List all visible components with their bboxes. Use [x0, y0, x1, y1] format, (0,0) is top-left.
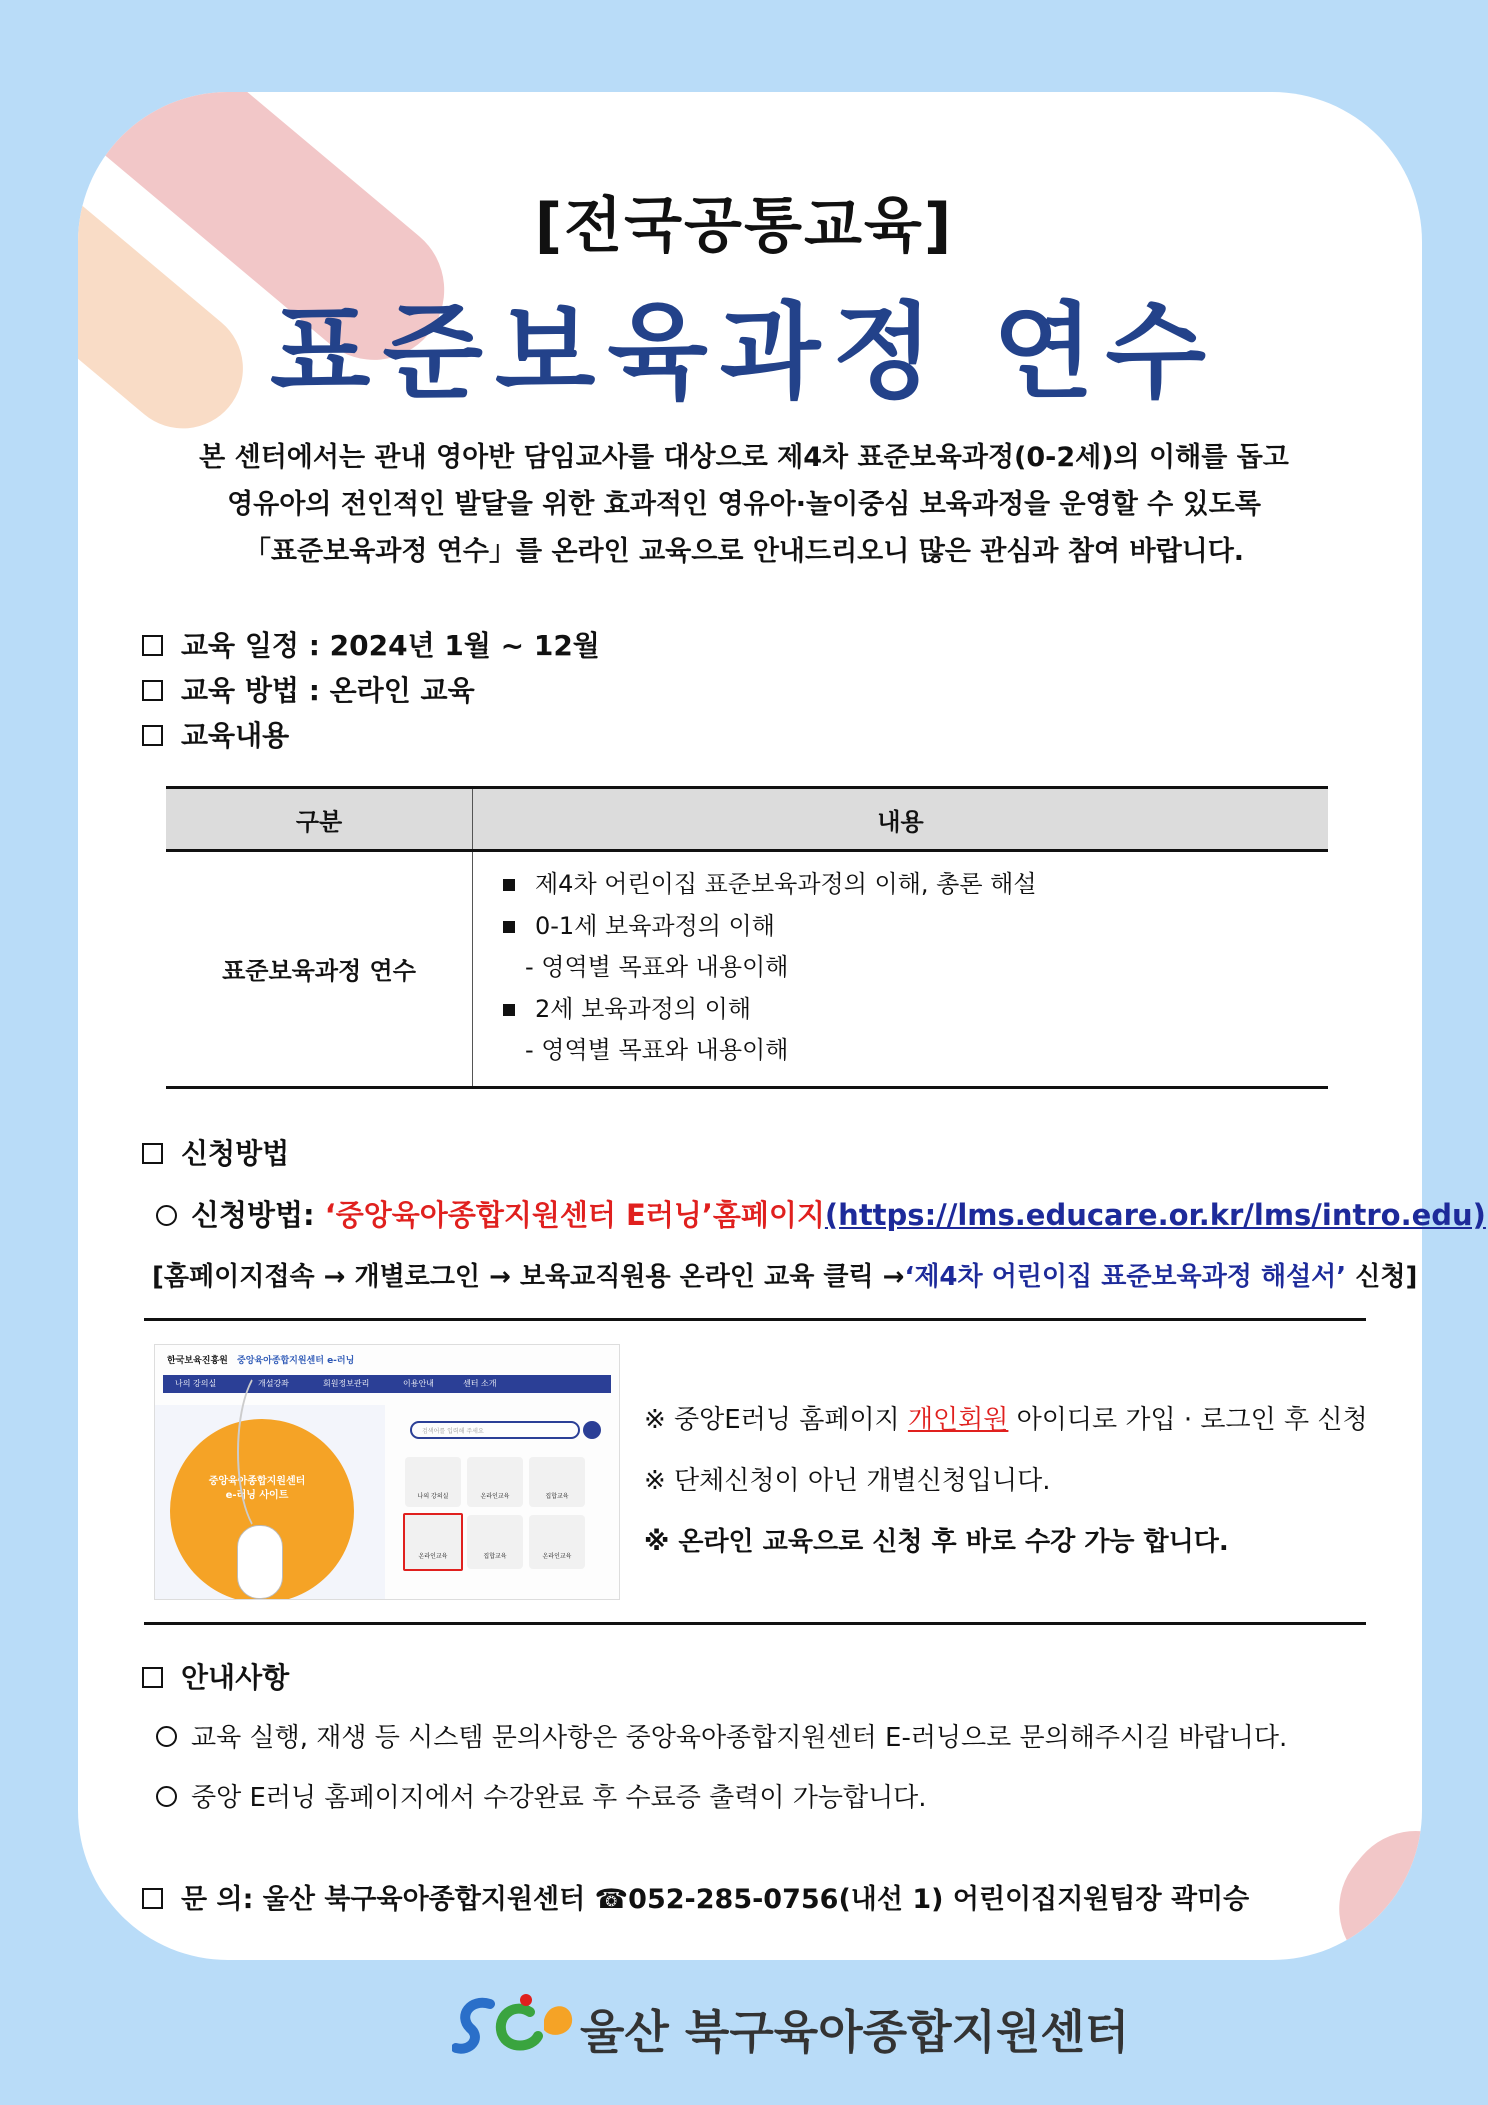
checkbox-icon [142, 725, 163, 746]
notes [644, 1390, 1368, 1573]
contact-line: 문 의: 울산 북구육아종합지원센터 ☎052-285-0756(내선 1) 어린이집지원팀장 곽미승 [142, 1877, 1249, 1916]
checkbox-icon [142, 680, 163, 701]
org-logo-icon [452, 1990, 582, 2060]
table-header-row [166, 788, 1328, 851]
nav-bar [163, 1375, 611, 1393]
tagline: [전국공통교육] [534, 191, 954, 261]
bullet-icon [503, 921, 515, 933]
guide-heading: 안내사항 [142, 1656, 289, 1696]
search-icon[interactable] [583, 1421, 601, 1439]
divider [144, 1318, 1366, 1321]
tile-highlighted[interactable]: 온라인교육 [403, 1513, 463, 1571]
bullet-icon [503, 879, 515, 891]
note-item: ※ 온라인 교육으로 신청 후 바로 수강 가능 합니다. [644, 1527, 1229, 1557]
nav-item[interactable]: 회원정보관리 [323, 1379, 370, 1388]
circle-bullet-icon [156, 1205, 177, 1226]
footer-logo [452, 1990, 1130, 2064]
site-url-link[interactable]: (https://lms.educare.or.kr/lms/intro.edu) [824, 1198, 1486, 1232]
education-table [166, 786, 1328, 1089]
apply-steps: [홈페이지접속 → 개별로그인 → 보육교직원용 온라인 교육 클릭 →‘제4차 어린이집 표준보육과정 해설서’ 신청] [152, 1262, 1418, 1292]
checkbox-icon [142, 1667, 163, 1688]
note-highlight: 개인회원 [907, 1405, 1009, 1435]
nav-item[interactable]: 센터 소개 [463, 1379, 497, 1388]
method-line: 교육 방법 : 온라인 교육 [142, 669, 475, 709]
search-input[interactable]: 검색어를 입력해 주세요 [410, 1421, 580, 1439]
intro-paragraph [150, 434, 1338, 575]
apply-method: 신청방법: ‘중앙육아종합지원센터 E러닝’홈페이지(https://lms.educare.or.kr/lms/intro.edu) [156, 1193, 1486, 1234]
intro-line: 영유아의 전인적인 발달을 위한 효과적인 영유아·놀이중심 보육과정을 운영할 수 있도록 [227, 489, 1261, 520]
apply-heading: 신청방법 [142, 1132, 289, 1172]
footer-org-name: 울산 북구육아종합지원센터 [580, 2005, 1130, 2059]
intro-line: 「표준보육과정 연수」를 온라인 교육으로 안내드리오니 많은 관심과 참여 바랍니다. [243, 536, 1245, 567]
table-row [166, 851, 1328, 1088]
note-item: ※ 단체신청이 아닌 개별신청입니다. [644, 1466, 1051, 1496]
table-header: 내용 [473, 788, 1329, 851]
tile[interactable]: 집합교육 [529, 1457, 585, 1507]
nav-item[interactable]: 나의 강의실 [175, 1379, 217, 1388]
table-cell-label: 표준보육과정 연수 [166, 851, 473, 1088]
steps-highlight: ‘제4차 어린이집 표준보육과정 해설서’ [904, 1262, 1347, 1292]
tile[interactable]: 온라인교육 [467, 1457, 523, 1507]
schedule-line: 교육 일정 : 2024년 1월 ~ 12월 [142, 624, 600, 664]
guide-item: 교육 실행, 재생 등 시스템 문의사항은 중앙육아종합지원센터 E-러닝으로 문의해주시길 바랍니다. [156, 1717, 1287, 1754]
circle-bullet-icon [156, 1786, 177, 1807]
page-title: 표준보육과정 연수 [270, 291, 1218, 413]
intro-line: 본 센터에서는 관내 영아반 담임교사를 대상으로 제4차 표준보육과정(0-2세)의 이해를 돕고 [199, 442, 1289, 473]
checkbox-icon [142, 1143, 163, 1164]
tile[interactable]: 온라인교육 [529, 1515, 585, 1569]
nav-item[interactable]: 이용안내 [403, 1379, 434, 1388]
mouse-cable [237, 1365, 301, 1539]
org-name: 한국보육진흥원 [167, 1356, 228, 1366]
nav-item[interactable]: 개설강좌 [258, 1379, 289, 1388]
content-heading: 교육내용 [142, 714, 289, 754]
list-subitem: - 영역별 목표와 내용이해 [525, 1036, 789, 1064]
elearning-screenshot [154, 1344, 620, 1600]
list-item: 제4차 어린이집 표준보육과정의 이해, 총론 해설 [503, 864, 1328, 906]
circle-bullet-icon [156, 1726, 177, 1747]
list-subitem: - 영역별 목표와 내용이해 [525, 953, 789, 981]
checkbox-icon [142, 635, 163, 656]
decor-stripe [1311, 1802, 1422, 1960]
org-name: 중앙육아종합지원센터 e-러닝 [237, 1356, 355, 1366]
site-name: ‘중앙육아종합지원센터 E러닝’홈페이지 [324, 1198, 825, 1232]
table-cell-content [473, 851, 1329, 1088]
tile[interactable]: 나의 강의실 [405, 1457, 461, 1507]
guide-item: 중앙 E러닝 홈페이지에서 수강완료 후 수료증 출력이 가능합니다. [156, 1777, 927, 1814]
bullet-icon [503, 1004, 515, 1016]
list-item: 2세 보육과정의 이해 [503, 989, 1328, 1031]
divider [144, 1622, 1366, 1625]
banner-text: 중앙육아종합지원센터 e-러닝 사이트 [208, 1476, 306, 1501]
checkbox-icon [142, 1888, 163, 1909]
tile[interactable]: 집합교육 [467, 1515, 523, 1569]
table-header: 구분 [166, 788, 473, 851]
note-item: ※ 중앙E러닝 홈페이지 개인회원 아이디로 가입 · 로그인 후 신청 [644, 1405, 1368, 1435]
list-item: 0-1세 보육과정의 이해 [503, 906, 1328, 948]
